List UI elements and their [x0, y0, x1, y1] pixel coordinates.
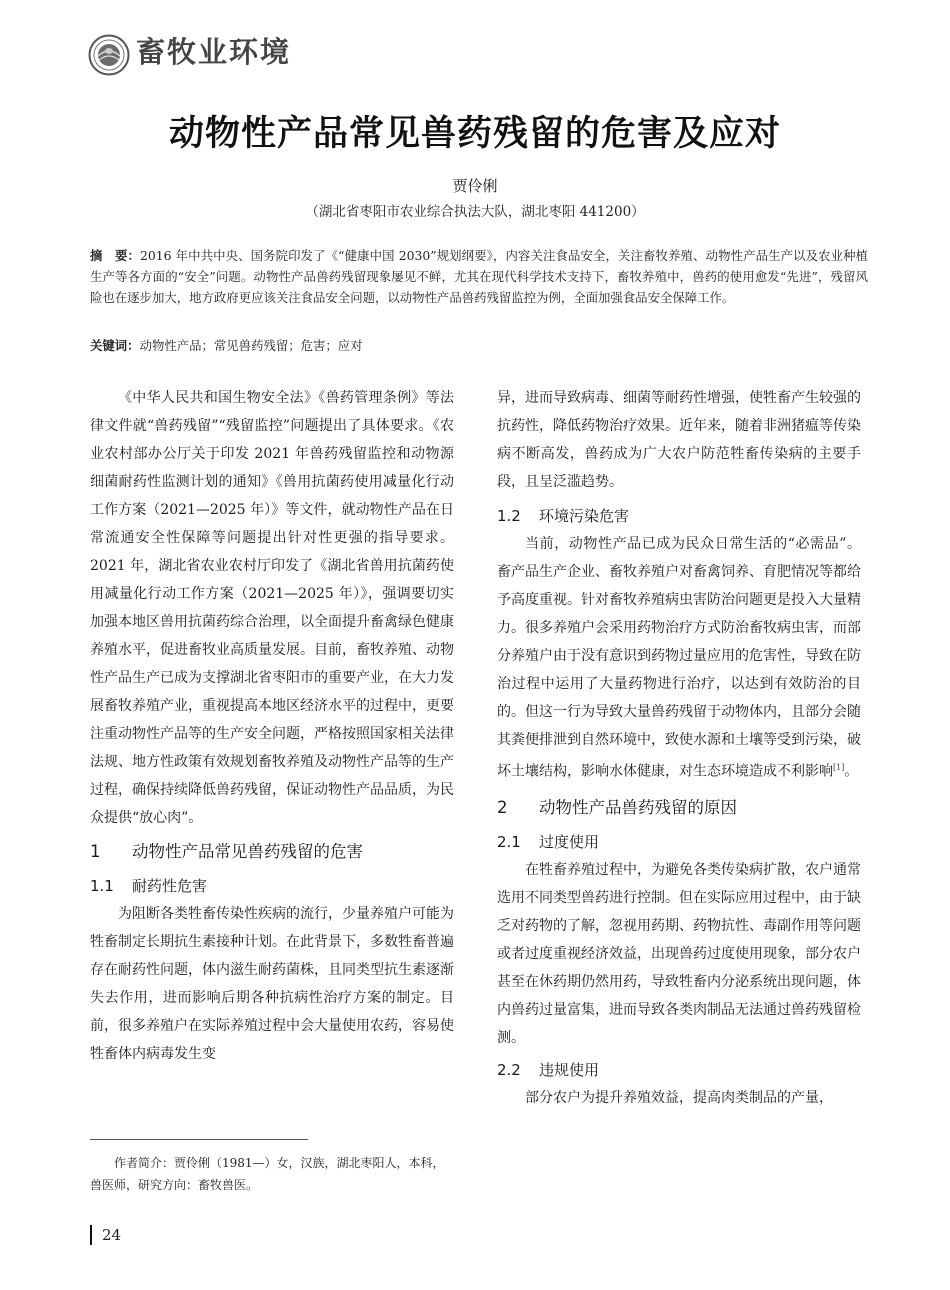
abstract-label: 摘 要：	[90, 248, 141, 263]
section-number: 2.1	[497, 832, 521, 851]
keywords	[90, 336, 868, 356]
section-title: 动物性产品常见兽药残留的危害	[132, 842, 363, 861]
article-title: 动物性产品常见兽药残留的危害及应对	[168, 114, 781, 154]
footnote-divider	[90, 1139, 308, 1140]
journal-seal-icon	[88, 34, 130, 76]
section-number: 1	[90, 842, 101, 861]
section-title: 环境污染危害	[539, 507, 630, 525]
section-number: 2.2	[497, 1060, 521, 1079]
author-affiliation: （湖北省枣阳市农业综合执法大队，湖北枣阳 441200）	[305, 204, 645, 220]
journal-name: 畜牧业环境	[136, 35, 292, 69]
author-footnote: 作者简介：贾伶俐（1981—）女，汉族，湖北枣阳人，本科，兽医师，研究方向：畜牧兽医。	[90, 1156, 445, 1192]
section-number: 1.1	[90, 877, 114, 895]
section-2-heading	[497, 794, 861, 822]
section-2-1-heading	[497, 828, 861, 856]
section-2-2-heading	[497, 1056, 861, 1084]
section-title: 动物性产品兽药残留的原因	[539, 797, 737, 817]
paragraph-text: 当前，动物性产品已成为民众日常生活的“必需品”。畜产品生产企业、畜牧养殖户对畜禽饲养、育肥情况等都给予高度重视。针对畜牧养殖病虫害防治问题更是投入大量精力。很多养殖户会采用药物治疗方式防治畜牧病虫害，而部分养殖户由于没有意识到药物过量应用的危害性，导致在防治过程中运用了大量药物进行治疗，以达到有效防治的目的。但这一行为导致大量兽药残留于动物体内，且部分会随其粪便排泄到自然环境中，致使水源和土壤等受到污染，破坏土壤结构，影响水体健康，对生态环境造成不利影响	[497, 536, 861, 780]
abstract-text: 2016 年中共中央、国务院印发了《“健康中国 2030”规划纲要》，内容关注食品安全，关注畜牧养殖、动物性产品生产以及农业种植生产等各方面的“安全”问题。动物性产品兽药残留现象屡见不鲜，尤其在现代科学技术支持下，畜牧养殖中，兽药的使用愈发“先进”，残留风险也在逐步加大，地方政府更应该关注食品安全问题，以动物性产品兽药残留监控为例，全面加强食品安全保障工作。	[90, 248, 869, 305]
body-column-right	[497, 384, 861, 1112]
section-1-1-heading	[90, 872, 454, 900]
section-1-2-paragraph	[497, 530, 861, 786]
section-1-2-heading	[497, 502, 861, 530]
section-1-1-paragraph: 为阻断各类牲畜传染性疾病的流行，少量养殖户可能为牲畜制定长期抗生素接种计划。在此背景下，多数牲畜普遍存在耐药性问题，体内滋生耐药菌株，且同类型抗生素逐渐失去作用，进而影响后期各种抗病性治疗方案的制定。目前，很多养殖户在实际养殖过程中会大量使用农药，容易使牲畜体内病毒发生变	[90, 906, 454, 1062]
intro-paragraph: 《中华人民共和国生物安全法》《兽药管理条例》等法律文件就“兽药残留”“残留监控”问题提出了具体要求。《农业农村部办公厅关于印发 2021 年兽药残留监控和动物源细菌耐药性监测计划的通知》《兽用抗菌药使用减量化行动工作方案（2021—2025 年）》等文件，就动物性产品在日常流通安全性保障等问题提出针对性更强的指导要求。2021 年，湖北省农业农村厅印发了《湖北省兽用抗菌药使用减量化行动工作方案（2021—2025 年）》，强调要切实加强本地区兽用抗菌药综合治理，以全面提升畜禽绿色健康养殖水平，促进畜牧业高质量发展。目前，畜牧养殖、动物性产品生产已成为支撑湖北省枣阳市的重要产业，在大力发展畜牧养殖产业，重视提高本地区经济水平的过程中，更要注重动物性产品等的生产安全问题，严格按照国家相关法律法规、地方性政策有效规划畜牧养殖及动物性产品等的生产过程，确保持续降低兽药残留，保证动物性产品品质，为民众提供“放心肉”。	[90, 390, 454, 826]
paragraph-end: 。	[844, 763, 859, 780]
section-1-heading	[90, 838, 454, 866]
section-title: 耐药性危害	[132, 877, 208, 895]
section-number: 2	[497, 797, 508, 817]
section-number: 1.2	[497, 507, 521, 525]
citation-ref: [1]	[833, 763, 845, 772]
section-2-2-paragraph: 部分农户为提升养殖效益，提高肉类制品的产量，	[525, 1089, 833, 1106]
body-column-left	[90, 384, 454, 1068]
section-title: 过度使用	[539, 832, 600, 851]
section-1-1-paragraph-continued: 异，进而导致病毒、细菌等耐药性增强，使牲畜产生较强的抗药性，降低药物治疗效果。近年来，随着非洲猪瘟等传染病不断高发，兽药成为广大农户防范牲畜传染病的主要手段，且呈泛滥趋势。	[497, 390, 861, 490]
section-2-1-paragraph: 在牲畜养殖过程中，为避免各类传染病扩散，农户通常选用不同类型兽药进行控制。但在实际应用过程中，由于缺乏对药物的了解，忽视用药期、药物抗性、毒副作用等问题或者过度重视经济效益，出现兽药过度使用现象，部分农户甚至在休药期仍然用药，导致牲畜内分泌系统出现问题，体内兽药过量富集，进而导致各类肉制品无法通过兽药残留检测。	[497, 861, 861, 1046]
keywords-text: 动物性产品；常见兽药残留；危害；应对	[139, 338, 363, 353]
abstract	[90, 245, 868, 308]
section-title: 违规使用	[539, 1060, 600, 1079]
keywords-label: 关键词：	[90, 338, 140, 353]
page-number-bar	[90, 1225, 92, 1245]
article-author: 贾伶俐	[452, 177, 498, 195]
page-number: 24	[102, 1226, 122, 1244]
